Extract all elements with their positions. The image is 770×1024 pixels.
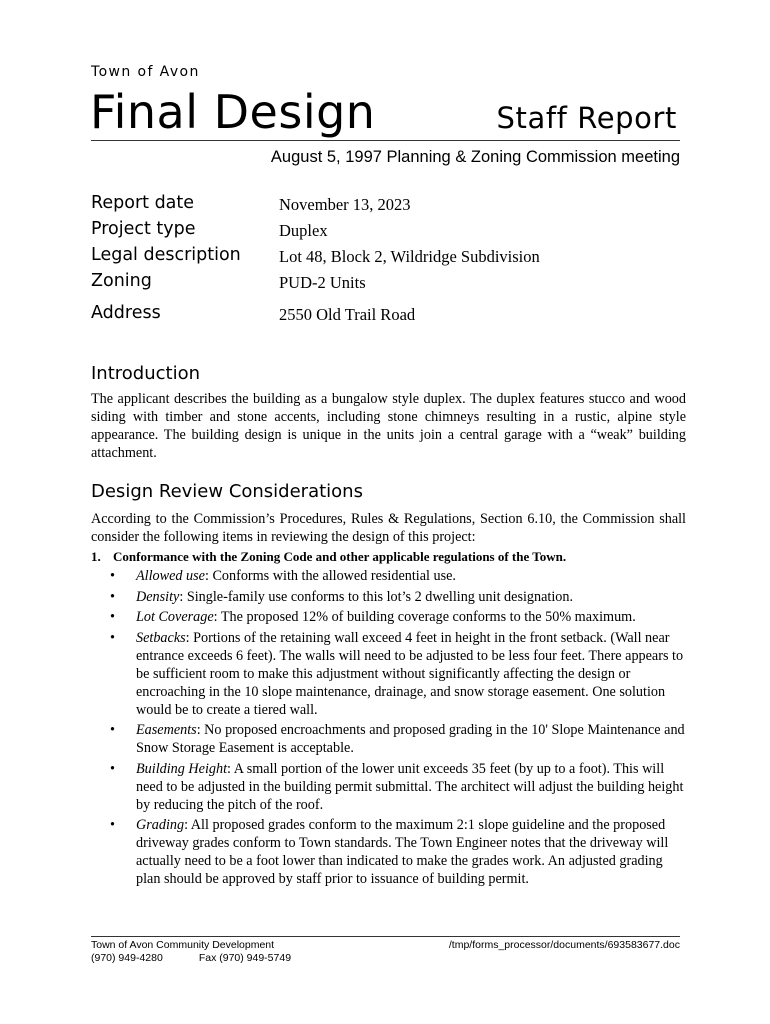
item-number: 1. (91, 549, 101, 564)
bullet-icon: • (110, 609, 115, 625)
numbered-item (91, 549, 566, 565)
footer-phones (91, 952, 291, 965)
footer-fax: Fax (970) 949-5749 (198, 952, 292, 964)
page-title: Final Design (90, 85, 376, 139)
bullet-icon: • (110, 568, 115, 584)
item-text: : The proposed 12% of building coverage conforms to the 50% maximum. (213, 609, 636, 625)
footer-divider (91, 936, 680, 937)
info-label: Report date (91, 193, 195, 213)
info-label: Zoning (91, 271, 152, 291)
header-divider (91, 140, 680, 141)
info-value: Lot 48, Block 2, Wildridge Subdivision (279, 247, 540, 266)
info-value: November 13, 2023 (279, 195, 411, 214)
bullet-icon: • (110, 722, 115, 738)
bullet-icon: • (110, 629, 115, 646)
bullet-icon: • (110, 817, 115, 833)
introduction-text: The applicant describes the building as a bungalow style duplex. The duplex features stucco and wood siding with timber and stone accents, including stone chimneys resulting in a rustic, alpine style appearance. The building design is unique in the units join a central garage with a “weak” building attachment. (91, 391, 686, 461)
item-term: Density (136, 588, 180, 605)
footer-phone: (970) 949-4280 (91, 952, 163, 964)
considerations-list (110, 567, 686, 891)
introduction-heading: Introduction (91, 363, 201, 384)
footer-file-path: /tmp/forms_processor/documents/693583677.doc (448, 939, 680, 951)
item-text: : Portions of the retaining wall exceed 4 feet in height in the front setback. (Wall near entrance exceeds 6 feet). The walls will need to be adjusted to be less four feet. There appears to be sufficient room to make this adjustment without significantly affecting the design or encroaching in the 10 slope maintenance, drainage, and snow storage easement. One solution would be to create a tiered wall. (136, 629, 684, 718)
item-term: Easements (136, 722, 197, 738)
design-review-intro: According to the Commission’s Procedures, Rules & Regulations, Section 6.10, the Commission shall consider the following items in reviewing the design of this project: (91, 511, 686, 545)
item-text: Conformance with the Zoning Code and other applicable regulations of the Town. (113, 549, 567, 564)
info-value: 2550 Old Trail Road (279, 305, 416, 324)
item-text: : All proposed grades conform to the maximum 2:1 slope guideline and the proposed driveway grades conform to Town standards. The Town Engineer notes that the driveway will actually need to be a foot lower than indicated to make the grades work. An adjusted grading plan should be approved by staff prior to issuance of building permit. (136, 817, 669, 887)
bullet-icon: • (110, 588, 115, 605)
page-subtitle: Staff Report (496, 101, 677, 135)
list-item (110, 816, 686, 888)
list-item (110, 760, 686, 814)
info-label: Address (91, 303, 161, 323)
info-label: Project type (91, 219, 196, 239)
list-item (110, 588, 686, 606)
item-term: Allowed use (136, 568, 205, 584)
item-text: : A small portion of the lower unit exceeds 35 feet (by up to a foot). This will need to be adjusted in the building permit submittal. The architect will adjust the building height by reducing the pitch of the roof. (136, 760, 684, 813)
item-term: Grading (136, 817, 185, 833)
footer-contact (91, 939, 291, 965)
item-text: : No proposed encroachments and proposed grading in the 10' Slope Maintenance and Snow Storage Easement is acceptable. (136, 722, 685, 756)
item-term: Building Height (136, 760, 228, 777)
bullet-icon: • (110, 760, 115, 777)
list-item (110, 629, 686, 719)
item-text: : Single-family use conforms to this lot’s 2 dwelling unit designation. (179, 588, 574, 605)
list-item (110, 567, 686, 585)
meeting-line: August 5, 1997 Planning & Zoning Commission meeting (270, 148, 680, 166)
item-text: : Conforms with the allowed residential use. (204, 568, 456, 584)
list-item (110, 608, 686, 626)
design-review-heading: Design Review Considerations (91, 481, 363, 502)
org-name: Town of Avon (91, 64, 200, 80)
item-term: Setbacks (136, 629, 186, 646)
list-item (110, 721, 686, 757)
info-value: Duplex (279, 221, 328, 240)
footer-org: Town of Avon Community Development (91, 939, 275, 951)
info-label: Legal description (91, 245, 241, 265)
info-value: PUD-2 Units (279, 273, 366, 292)
item-term: Lot Coverage (136, 609, 214, 625)
